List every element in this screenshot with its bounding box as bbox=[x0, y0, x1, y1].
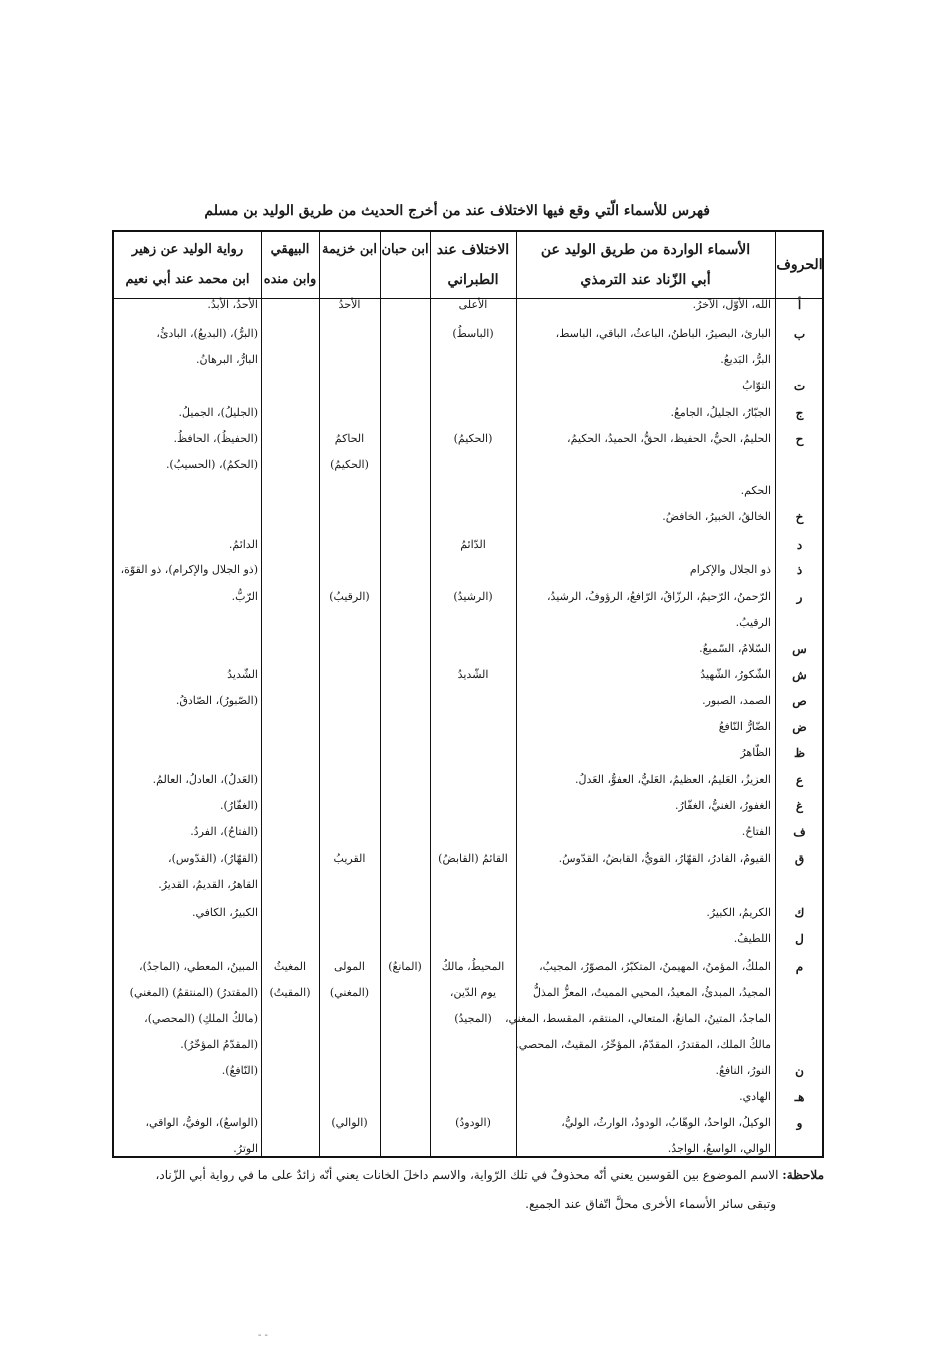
hibban-cell: (المانعُ) bbox=[388, 960, 422, 973]
letter-cell: خ bbox=[795, 510, 804, 524]
tirmidhi-cell: الوكيلُ، الواحدُ، الوهّابُ، الودودُ، الوارثُ، الوليُّ، bbox=[561, 1116, 771, 1129]
zuhayr-cell: الدائمُ. bbox=[228, 538, 258, 551]
tirmidhi-cell: المجيدُ، المبدئُ، المعيدُ، المحيي المميتُ، المعزُّ المذلُّ bbox=[532, 986, 771, 999]
header-letters: الحروف bbox=[776, 257, 823, 273]
zuhayr-cell: (الصّبورُ)، الصّادقُ. bbox=[175, 694, 258, 707]
zuhayr-cell: (الواسعُ)، الوفيُّ، الواقي، bbox=[145, 1116, 258, 1129]
letter-cell: غ bbox=[795, 799, 804, 813]
tirmidhi-cell: الهادي. bbox=[739, 1090, 771, 1103]
column-divider bbox=[380, 232, 381, 1156]
tirmidhi-cell: اللطيفُ. bbox=[733, 932, 771, 945]
tirmidhi-cell: الظّاهرُ bbox=[740, 746, 771, 759]
zuhayr-cell: (ذو الجلال والإكرام)، ذو القوّة، bbox=[120, 563, 258, 576]
table-title: فهرس للأسماء الّتي وقع فيها الاختلاف عند من أخرج الحديث من طريق الوليد بن مسلم bbox=[204, 203, 710, 219]
zuhayr-cell: (المقتدرُ) (المنتقمُ) (المغني) bbox=[129, 986, 258, 999]
header-ibn-khuzayma: ابن خزيمة bbox=[322, 242, 377, 257]
tirmidhi-cell: الحكم. bbox=[740, 484, 771, 497]
zuhayr-cell: (الحكمُ)، (الحسيبُ). bbox=[165, 458, 258, 471]
tirmidhi-cell: الكريمُ، الكبيرُ. bbox=[706, 906, 771, 919]
zuhayr-cell: (البرُّ)، (البديعُ)، البادئُ، bbox=[156, 327, 258, 340]
note-label: ملاحظة: bbox=[782, 1168, 824, 1182]
letter-cell: ت bbox=[793, 379, 806, 393]
khuzayma-cell: (الرقيبُ) bbox=[329, 590, 370, 603]
tirmidhi-cell: الله، الأوّل، الآخرُ. bbox=[692, 298, 771, 311]
header-ibn-hibban: ابن حبان bbox=[381, 242, 429, 257]
khuzayma-cell: (المغني) bbox=[329, 986, 370, 999]
letter-cell: ق bbox=[794, 852, 805, 866]
zuhayr-cell: البارُّ، البرهانُ. bbox=[196, 353, 258, 366]
tabarani-cell: الدّائمُ bbox=[460, 538, 486, 551]
tirmidhi-cell: الرقيبُ. bbox=[735, 616, 771, 629]
header-bayhaqi: البيهقي وابن منده bbox=[263, 242, 317, 287]
zuhayr-cell: (القهّارُ)، (القدّوس)، bbox=[168, 852, 258, 865]
tirmidhi-cell: الشّكورُ، الشّهيدُ bbox=[700, 668, 771, 681]
letter-cell: ظ bbox=[793, 746, 806, 760]
tirmidhi-cell: الفتاحُ. bbox=[741, 825, 771, 838]
names-table bbox=[112, 230, 824, 1158]
tabarani-cell: (الودودُ) bbox=[455, 1116, 491, 1129]
tirmidhi-cell: الماجدُ، المتينُ، المانعُ، المتعالي، المنتقم، المقسط، المغني، bbox=[504, 1012, 771, 1025]
tabarani-cell: (المجيدُ) bbox=[454, 1012, 492, 1025]
tabarani-cell: (الباسطُ) bbox=[452, 327, 494, 340]
zuhayr-cell: الشّديدُ bbox=[227, 668, 258, 681]
letter-cell: ص bbox=[792, 694, 807, 708]
tirmidhi-cell: الملكُ، المؤمنُ، المهيمنُ، المتكبّرُ، المصوّرُ، المجيبُ، bbox=[539, 960, 771, 973]
page-mark: - - bbox=[258, 1330, 268, 1341]
letter-cell: ش bbox=[792, 668, 807, 682]
tabarani-cell: يوم الدّين، bbox=[449, 986, 497, 999]
letter-cell: ذ bbox=[796, 563, 803, 577]
khuzayma-cell: الحاكمُ bbox=[334, 432, 365, 445]
tirmidhi-cell: التوّابُ bbox=[742, 379, 771, 392]
tirmidhi-cell: القيومُ، القادرُ، القهّارُ، القويُّ، القابضُ، القدّوسُ. bbox=[558, 852, 771, 865]
letter-cell: ك bbox=[794, 906, 805, 920]
bayhaqi-cell: المغيثُ bbox=[273, 960, 307, 973]
letter-cell: ل bbox=[795, 932, 804, 946]
tabarani-cell: المحيطُ، مالكُ bbox=[441, 960, 505, 973]
zuhayr-cell: الكبيرُ، الكافي. bbox=[192, 906, 258, 919]
khuzayma-cell: (الوالي) bbox=[331, 1116, 368, 1129]
zuhayr-cell: (مالكُ الملكِ) (المحصي)، bbox=[144, 1012, 258, 1025]
note-line-2: وتبقى سائر الأسماء الأخرى محلَّ اتّفاق عند الجميع. bbox=[525, 1197, 776, 1211]
letter-cell: ع bbox=[795, 773, 804, 787]
letter-cell: ب bbox=[793, 327, 806, 341]
tabarani-cell: (الرشيدُ) bbox=[453, 590, 493, 603]
tabarani-cell: (الحكيمُ) bbox=[453, 432, 493, 445]
column-divider bbox=[430, 232, 431, 1156]
column-divider bbox=[319, 232, 320, 1156]
letter-cell: ن bbox=[795, 1064, 804, 1078]
zuhayr-cell: القاهرُ، القديمُ، القديرُ. bbox=[158, 878, 258, 891]
tirmidhi-cell: النورُ، النافعُ. bbox=[715, 1064, 771, 1077]
zuhayr-cell: (الغفّارُ). bbox=[219, 799, 258, 812]
tirmidhi-cell: الرّحمنُ، الرّحيمُ، الرزّاقُ، الرّافعُ، الرؤوفُ، الرشيدُ، bbox=[546, 590, 771, 603]
zuhayr-cell: (الجليلُ)، الجميلُ. bbox=[178, 406, 258, 419]
tirmidhi-cell: العزيزُ، العَليمُ، العظيمُ، العَليُّ، العفوُّ، العَدلُ. bbox=[575, 773, 771, 786]
tirmidhi-cell: مالكُ الملك، المقتدرُ، المقدّمُ، المؤخّرُ، المقيتُ، المحصي. bbox=[515, 1038, 771, 1051]
tirmidhi-cell: الضّارُّ النّافعُ bbox=[718, 720, 771, 733]
tirmidhi-cell: الصمد، الصبور. bbox=[702, 694, 771, 707]
header-zuhayr: رواية الوليد عن زهير ابن محمد عند أبي نعيم bbox=[125, 242, 250, 287]
letter-cell: أ bbox=[797, 298, 802, 312]
tirmidhi-cell: الغفورُ، الغنيُّ، الغفّارُ. bbox=[674, 799, 771, 812]
tirmidhi-cell: الوالي، الواسعُ، الواجدُ. bbox=[667, 1142, 771, 1155]
zuhayr-cell: الرّبُّ. bbox=[231, 590, 258, 603]
zuhayr-cell: (الفتاحُ)، الفردُ. bbox=[190, 825, 258, 838]
zuhayr-cell: (النّافعُ). bbox=[221, 1064, 258, 1077]
letter-cell: س bbox=[792, 642, 807, 656]
tirmidhi-cell: البرُّ، البَديعُ. bbox=[720, 353, 771, 366]
letter-cell: م bbox=[795, 960, 804, 974]
zuhayr-cell: الأحدُ، الأبدُ. bbox=[207, 298, 258, 311]
letter-cell: و bbox=[796, 1116, 803, 1130]
note-text: الاسم الموضوع بين القوسين يعني أنّه محذوفٌ في تلك الرّواية، والاسم داخلَ الخانات يعني أنّه زائدٌ على ما في رواية أبي الزّناد، bbox=[155, 1168, 779, 1182]
tirmidhi-cell: ذو الجلال والإكرام bbox=[689, 563, 771, 576]
bayhaqi-cell: (المقيتُ) bbox=[269, 986, 311, 999]
letter-cell: ض bbox=[792, 720, 807, 734]
letter-cell: ح bbox=[795, 432, 804, 446]
zuhayr-cell: (المقدّمُ المؤخّرُ). bbox=[180, 1038, 258, 1051]
tabarani-cell: الأعلى bbox=[458, 298, 488, 311]
khuzayma-cell: المولى bbox=[334, 960, 365, 973]
letter-cell: ف bbox=[793, 825, 806, 839]
tabarani-cell: القائمُ (القابضُ) bbox=[438, 852, 508, 865]
column-divider bbox=[261, 232, 262, 1156]
header-tirmidhi: الأسماء الواردة من طريق الوليد عن أبي الزّناد عند الترمذي bbox=[540, 242, 751, 288]
tirmidhi-cell: السّلامُ، السّميعُ. bbox=[699, 642, 771, 655]
note-line-1 bbox=[112, 1168, 824, 1182]
khuzayma-cell: الأحدُ bbox=[338, 298, 361, 311]
zuhayr-cell: (الحفيظُ)، الحافظُ. bbox=[173, 432, 258, 445]
khuzayma-cell: (الحكيمُ) bbox=[330, 458, 369, 471]
tirmidhi-cell: الخالقُ، الخبيرُ، الخافضُ. bbox=[662, 510, 771, 523]
tirmidhi-cell: البارئ، البصيرُ، الباطنُ، الباعثُ، الباقي، الباسط، bbox=[555, 327, 771, 340]
zuhayr-cell: (العَدلُ)، العادلُ، العالمُ. bbox=[152, 773, 258, 786]
letter-cell: د bbox=[796, 538, 803, 552]
letter-cell: هـ bbox=[794, 1090, 805, 1104]
letter-cell: ج bbox=[795, 406, 804, 420]
khuzayma-cell: القريبُ bbox=[333, 852, 366, 865]
zuhayr-cell: المبينُ، المعطي، (الماجدُ)، bbox=[139, 960, 258, 973]
header-tabarani: الاختلاف عند الطبراني bbox=[436, 242, 510, 288]
letter-cell: ر bbox=[796, 590, 803, 604]
tirmidhi-cell: الحليمُ، الحيُّ، الحفيظ، الحقُّ، الحميدُ، الحكيمُ، bbox=[567, 432, 771, 445]
tabarani-cell: الشّديدُ bbox=[457, 668, 489, 681]
tirmidhi-cell: الجبّارُ، الجليلُ، الجامعُ. bbox=[670, 406, 771, 419]
zuhayr-cell: الوترُ. bbox=[233, 1142, 258, 1155]
